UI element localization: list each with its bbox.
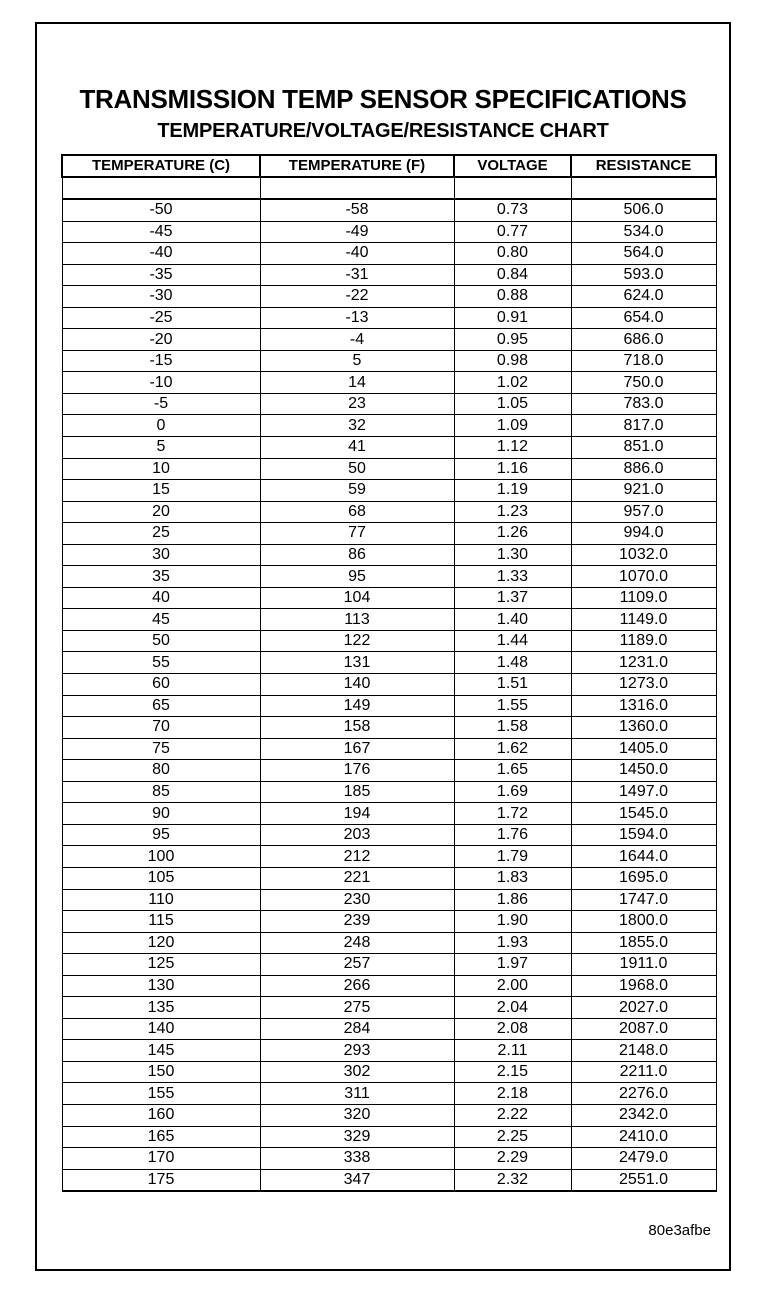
- cell-voltage: 2.18: [454, 1083, 571, 1105]
- cell-resistance: 1800.0: [571, 911, 716, 933]
- cell-temp-f: 176: [260, 760, 454, 782]
- table-body: [62, 177, 716, 1191]
- table-row: [62, 1169, 716, 1191]
- cell-resistance: 783.0: [571, 393, 716, 415]
- table-row: [62, 695, 716, 717]
- cell-temp-c: 45: [62, 609, 260, 631]
- header-temp-f: TEMPERATURE (F): [260, 155, 454, 177]
- cell-temp-c: 175: [62, 1169, 260, 1191]
- cell-temp-f: -4: [260, 329, 454, 351]
- cell-temp-c: -45: [62, 221, 260, 243]
- cell-temp-f: 293: [260, 1040, 454, 1062]
- table-row: [62, 372, 716, 394]
- table-row: [62, 264, 716, 286]
- cell-temp-c: 145: [62, 1040, 260, 1062]
- cell-voltage: 1.58: [454, 717, 571, 739]
- cell-temp-c: -10: [62, 372, 260, 394]
- cell-voltage: 2.22: [454, 1104, 571, 1126]
- table-row: [62, 544, 716, 566]
- cell-voltage: 0.80: [454, 243, 571, 265]
- cell-resistance: 624.0: [571, 286, 716, 308]
- cell-resistance: 1644.0: [571, 846, 716, 868]
- cell-temp-c: 165: [62, 1126, 260, 1148]
- cell-voltage: 1.72: [454, 803, 571, 825]
- cell-temp-f: 104: [260, 587, 454, 609]
- cell-resistance: 1189.0: [571, 630, 716, 652]
- cell-voltage: 1.26: [454, 523, 571, 545]
- cell-temp-c: 85: [62, 781, 260, 803]
- cell-voltage: 1.05: [454, 393, 571, 415]
- figure-code: 80e3afbe: [648, 1222, 711, 1239]
- table-row: [62, 587, 716, 609]
- cell-voltage: 0.73: [454, 199, 571, 221]
- table-row: [62, 652, 716, 674]
- table-row: [62, 243, 716, 265]
- cell-resistance: 2342.0: [571, 1104, 716, 1126]
- cell-temp-c: -50: [62, 199, 260, 221]
- cell-temp-f: 203: [260, 824, 454, 846]
- cell-voltage: 1.79: [454, 846, 571, 868]
- cell-voltage: 2.04: [454, 997, 571, 1019]
- cell-resistance: 1594.0: [571, 824, 716, 846]
- cell-temp-f: 167: [260, 738, 454, 760]
- cell-temp-c: 55: [62, 652, 260, 674]
- cell-resistance: 2551.0: [571, 1169, 716, 1191]
- cell-voltage: 2.25: [454, 1126, 571, 1148]
- cell-temp-c: 15: [62, 480, 260, 502]
- cell-temp-f: 14: [260, 372, 454, 394]
- table-row: [62, 846, 716, 868]
- cell-temp-f: 320: [260, 1104, 454, 1126]
- table-row: [62, 781, 716, 803]
- cell-temp-c: 130: [62, 975, 260, 997]
- cell-temp-c: 50: [62, 630, 260, 652]
- cell-temp-f: 140: [260, 674, 454, 696]
- table-row: [62, 803, 716, 825]
- cell-resistance: 1968.0: [571, 975, 716, 997]
- chart-title: TRANSMISSION TEMP SENSOR SPECIFICATIONS: [79, 84, 687, 114]
- table-row: [62, 199, 716, 221]
- cell-temp-f: 158: [260, 717, 454, 739]
- table-row: [62, 566, 716, 588]
- cell-temp-f: -31: [260, 264, 454, 286]
- cell-temp-c: 0: [62, 415, 260, 437]
- cell-voltage: 1.48: [454, 652, 571, 674]
- cell-temp-f: 221: [260, 867, 454, 889]
- cell-resistance: 1747.0: [571, 889, 716, 911]
- cell-resistance: 686.0: [571, 329, 716, 351]
- cell-temp-f: 194: [260, 803, 454, 825]
- table-row: [62, 1148, 716, 1170]
- cell-temp-f: 311: [260, 1083, 454, 1105]
- cell-voltage: 1.90: [454, 911, 571, 933]
- table-row: [62, 824, 716, 846]
- table-row: [62, 307, 716, 329]
- cell-resistance: 817.0: [571, 415, 716, 437]
- cell-resistance: 1405.0: [571, 738, 716, 760]
- table-row: [62, 674, 716, 696]
- cell-temp-f: 257: [260, 954, 454, 976]
- table-row: [62, 480, 716, 502]
- table-row: [62, 501, 716, 523]
- cell-voltage: 1.51: [454, 674, 571, 696]
- cell-voltage: 1.69: [454, 781, 571, 803]
- cell-resistance: 1450.0: [571, 760, 716, 782]
- chart-frame: [35, 22, 731, 1271]
- spec-table: [61, 154, 717, 1192]
- blank-cell: [454, 177, 571, 199]
- cell-voltage: 1.12: [454, 437, 571, 459]
- cell-resistance: 2211.0: [571, 1061, 716, 1083]
- cell-resistance: 593.0: [571, 264, 716, 286]
- cell-voltage: 1.44: [454, 630, 571, 652]
- table-row: [62, 1018, 716, 1040]
- cell-voltage: 1.37: [454, 587, 571, 609]
- cell-temp-f: 77: [260, 523, 454, 545]
- cell-temp-c: 125: [62, 954, 260, 976]
- table-row: [62, 221, 716, 243]
- cell-temp-f: 86: [260, 544, 454, 566]
- cell-resistance: 1695.0: [571, 867, 716, 889]
- cell-temp-f: -40: [260, 243, 454, 265]
- cell-temp-f: 284: [260, 1018, 454, 1040]
- cell-resistance: 1070.0: [571, 566, 716, 588]
- table-row: [62, 717, 716, 739]
- table-row: [62, 760, 716, 782]
- cell-temp-c: 10: [62, 458, 260, 480]
- table-row: [62, 350, 716, 372]
- cell-temp-c: -20: [62, 329, 260, 351]
- cell-temp-c: -35: [62, 264, 260, 286]
- cell-voltage: 1.76: [454, 824, 571, 846]
- chart-subtitle: TEMPERATURE/VOLTAGE/RESISTANCE CHART: [157, 120, 609, 142]
- table-row: [62, 1126, 716, 1148]
- header-voltage: VOLTAGE: [454, 155, 571, 177]
- cell-temp-f: -22: [260, 286, 454, 308]
- table-row: [62, 738, 716, 760]
- cell-temp-c: 155: [62, 1083, 260, 1105]
- cell-voltage: 0.98: [454, 350, 571, 372]
- cell-temp-c: 135: [62, 997, 260, 1019]
- table-row: [62, 1040, 716, 1062]
- cell-resistance: 718.0: [571, 350, 716, 372]
- cell-temp-f: 68: [260, 501, 454, 523]
- cell-temp-f: -13: [260, 307, 454, 329]
- cell-voltage: 2.29: [454, 1148, 571, 1170]
- cell-resistance: 2410.0: [571, 1126, 716, 1148]
- cell-temp-c: 150: [62, 1061, 260, 1083]
- table-row: [62, 458, 716, 480]
- cell-voltage: 2.32: [454, 1169, 571, 1191]
- cell-voltage: 2.08: [454, 1018, 571, 1040]
- cell-voltage: 0.91: [454, 307, 571, 329]
- cell-resistance: 1273.0: [571, 674, 716, 696]
- cell-temp-f: 239: [260, 911, 454, 933]
- cell-voltage: 1.83: [454, 867, 571, 889]
- cell-temp-c: -25: [62, 307, 260, 329]
- cell-temp-c: 120: [62, 932, 260, 954]
- cell-resistance: 1231.0: [571, 652, 716, 674]
- cell-resistance: 1032.0: [571, 544, 716, 566]
- cell-temp-c: -15: [62, 350, 260, 372]
- cell-temp-c: 105: [62, 867, 260, 889]
- table-row: [62, 523, 716, 545]
- table-row: [62, 1083, 716, 1105]
- cell-temp-f: 59: [260, 480, 454, 502]
- table-row: [62, 609, 716, 631]
- cell-voltage: 1.86: [454, 889, 571, 911]
- cell-temp-c: 115: [62, 911, 260, 933]
- table-row: [62, 889, 716, 911]
- cell-temp-c: 30: [62, 544, 260, 566]
- cell-voltage: 0.77: [454, 221, 571, 243]
- cell-temp-f: 41: [260, 437, 454, 459]
- cell-temp-f: 302: [260, 1061, 454, 1083]
- cell-voltage: 1.09: [454, 415, 571, 437]
- header-row: [62, 155, 716, 177]
- cell-temp-f: -58: [260, 199, 454, 221]
- cell-temp-c: 35: [62, 566, 260, 588]
- cell-temp-f: 230: [260, 889, 454, 911]
- cell-resistance: 654.0: [571, 307, 716, 329]
- table-row: [62, 329, 716, 351]
- cell-temp-f: 131: [260, 652, 454, 674]
- cell-resistance: 1360.0: [571, 717, 716, 739]
- cell-voltage: 0.88: [454, 286, 571, 308]
- cell-temp-c: 140: [62, 1018, 260, 1040]
- cell-temp-c: 65: [62, 695, 260, 717]
- cell-resistance: 2027.0: [571, 997, 716, 1019]
- cell-voltage: 1.33: [454, 566, 571, 588]
- cell-temp-c: 170: [62, 1148, 260, 1170]
- cell-resistance: 750.0: [571, 372, 716, 394]
- cell-resistance: 534.0: [571, 221, 716, 243]
- cell-voltage: 1.65: [454, 760, 571, 782]
- cell-resistance: 1316.0: [571, 695, 716, 717]
- cell-temp-f: 338: [260, 1148, 454, 1170]
- cell-temp-f: 329: [260, 1126, 454, 1148]
- table-row: [62, 975, 716, 997]
- table-row: [62, 911, 716, 933]
- cell-temp-f: 212: [260, 846, 454, 868]
- cell-temp-f: 95: [260, 566, 454, 588]
- cell-temp-c: -40: [62, 243, 260, 265]
- cell-resistance: 2479.0: [571, 1148, 716, 1170]
- cell-temp-f: 266: [260, 975, 454, 997]
- cell-voltage: 1.97: [454, 954, 571, 976]
- cell-voltage: 1.62: [454, 738, 571, 760]
- cell-resistance: 921.0: [571, 480, 716, 502]
- cell-resistance: 886.0: [571, 458, 716, 480]
- cell-resistance: 2148.0: [571, 1040, 716, 1062]
- cell-temp-c: 90: [62, 803, 260, 825]
- cell-resistance: 1497.0: [571, 781, 716, 803]
- cell-voltage: 0.95: [454, 329, 571, 351]
- cell-temp-f: 347: [260, 1169, 454, 1191]
- cell-resistance: 2087.0: [571, 1018, 716, 1040]
- cell-temp-c: 110: [62, 889, 260, 911]
- table-row: [62, 932, 716, 954]
- table-row: [62, 415, 716, 437]
- cell-voltage: 1.30: [454, 544, 571, 566]
- cell-resistance: 506.0: [571, 199, 716, 221]
- table-row: [62, 1061, 716, 1083]
- cell-voltage: 0.84: [454, 264, 571, 286]
- blank-cell: [571, 177, 716, 199]
- table-row: [62, 867, 716, 889]
- table-row: [62, 393, 716, 415]
- blank-row: [62, 177, 716, 199]
- cell-resistance: 1855.0: [571, 932, 716, 954]
- cell-temp-c: 160: [62, 1104, 260, 1126]
- cell-voltage: 1.93: [454, 932, 571, 954]
- blank-cell: [62, 177, 260, 199]
- cell-temp-c: -5: [62, 393, 260, 415]
- cell-temp-f: -49: [260, 221, 454, 243]
- cell-temp-c: 70: [62, 717, 260, 739]
- cell-temp-c: 20: [62, 501, 260, 523]
- cell-temp-c: 5: [62, 437, 260, 459]
- cell-temp-f: 5: [260, 350, 454, 372]
- cell-voltage: 1.19: [454, 480, 571, 502]
- cell-voltage: 1.23: [454, 501, 571, 523]
- cell-temp-c: 25: [62, 523, 260, 545]
- cell-resistance: 1911.0: [571, 954, 716, 976]
- cell-temp-f: 50: [260, 458, 454, 480]
- cell-voltage: 2.00: [454, 975, 571, 997]
- table-row: [62, 286, 716, 308]
- cell-resistance: 1545.0: [571, 803, 716, 825]
- cell-temp-c: 100: [62, 846, 260, 868]
- cell-temp-f: 275: [260, 997, 454, 1019]
- cell-temp-f: 32: [260, 415, 454, 437]
- table-row: [62, 1104, 716, 1126]
- cell-voltage: 1.40: [454, 609, 571, 631]
- table-row: [62, 954, 716, 976]
- header-temp-c: TEMPERATURE (C): [62, 155, 260, 177]
- cell-temp-c: 40: [62, 587, 260, 609]
- table-row: [62, 997, 716, 1019]
- cell-voltage: 2.15: [454, 1061, 571, 1083]
- cell-resistance: 957.0: [571, 501, 716, 523]
- table-row: [62, 630, 716, 652]
- blank-cell: [260, 177, 454, 199]
- cell-voltage: 1.02: [454, 372, 571, 394]
- cell-voltage: 1.55: [454, 695, 571, 717]
- header-resistance: RESISTANCE: [571, 155, 716, 177]
- cell-resistance: 1149.0: [571, 609, 716, 631]
- cell-temp-f: 185: [260, 781, 454, 803]
- cell-voltage: 2.11: [454, 1040, 571, 1062]
- table-row: [62, 437, 716, 459]
- cell-temp-f: 122: [260, 630, 454, 652]
- cell-temp-f: 23: [260, 393, 454, 415]
- cell-temp-f: 248: [260, 932, 454, 954]
- cell-temp-f: 113: [260, 609, 454, 631]
- cell-resistance: 851.0: [571, 437, 716, 459]
- cell-temp-c: 95: [62, 824, 260, 846]
- cell-temp-c: -30: [62, 286, 260, 308]
- cell-resistance: 564.0: [571, 243, 716, 265]
- cell-temp-c: 75: [62, 738, 260, 760]
- cell-resistance: 1109.0: [571, 587, 716, 609]
- cell-temp-f: 149: [260, 695, 454, 717]
- cell-resistance: 2276.0: [571, 1083, 716, 1105]
- cell-resistance: 994.0: [571, 523, 716, 545]
- cell-temp-c: 60: [62, 674, 260, 696]
- cell-voltage: 1.16: [454, 458, 571, 480]
- cell-temp-c: 80: [62, 760, 260, 782]
